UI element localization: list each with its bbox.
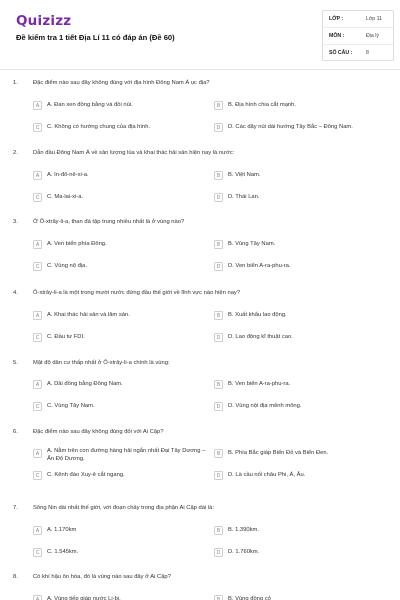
answer-option-c[interactable] (33, 471, 125, 480)
option-letter-box: A (33, 311, 42, 320)
header-divider (0, 69, 400, 70)
option-text: C. 1.545km. (47, 549, 79, 555)
option-text: C. Không có hướng chung của địa hình. (47, 124, 151, 130)
question-number: 4. (13, 290, 18, 296)
option-text: C. Đầu tư FDI. (47, 334, 85, 340)
question-text: Đặc điểm nào sau đây không đúng đối với Ai Cập? (33, 429, 164, 435)
option-letter-box: A (33, 380, 42, 389)
option-text: C. Vùng Tây Nam. (47, 403, 95, 409)
question-number: 3. (13, 219, 18, 225)
option-letter-box: A (33, 101, 42, 110)
question-7 (0, 505, 400, 567)
answer-option-a[interactable] (33, 595, 121, 600)
option-text: C. Vùng nộ địa. (47, 263, 87, 269)
option-text: A. Đan xen đồng bằng và đồi núi. (47, 102, 133, 108)
option-text: D. Lao động kĩ thuật cao. (228, 334, 293, 340)
answer-option-d[interactable] (214, 262, 291, 271)
option-letter-box: D (214, 548, 223, 557)
option-letter-box: C (33, 123, 42, 132)
answer-option-b[interactable] (214, 171, 260, 180)
option-text: A. Dải đồng bằng Đông Nam. (47, 381, 123, 387)
answer-option-b[interactable] (214, 311, 287, 320)
answer-option-c[interactable] (33, 333, 85, 342)
option-text: B. 1.390km. (228, 527, 259, 533)
option-letter-box: B (214, 526, 223, 535)
question-text: Đặc điểm nào sau đây không đúng với địa hình Đông Nam Á ục địa? (33, 80, 210, 86)
option-text: B. Vùng đồng cỏ (228, 596, 271, 600)
answer-option-d[interactable] (214, 548, 259, 557)
question-3 (0, 219, 400, 281)
worksheet-title: Đề kiểm tra 1 tiết Địa Lí 11 có đáp án (Đề 60) (16, 33, 175, 42)
option-text: B. Địa hình chia cắt mạnh. (228, 102, 296, 108)
option-letter-box: B (214, 311, 223, 320)
option-letter-box: B (214, 380, 223, 389)
question-number: 5. (13, 360, 18, 366)
answer-option-b[interactable] (214, 526, 259, 535)
info-label: SỐ CÂU : (329, 50, 353, 56)
option-letter-box: B (214, 240, 223, 249)
answer-option-a[interactable] (33, 526, 76, 535)
option-text: C. Ma-lai-xi-a. (47, 194, 84, 200)
answer-option-c[interactable] (33, 262, 87, 271)
info-value: Lớp 11 (366, 16, 382, 22)
answer-option-b[interactable] (214, 595, 271, 600)
option-text: A. Nằm trên con đường hàng hải ngắn nhất Đại Tây Dương – Ấn Độ Dương. (47, 448, 206, 462)
info-row-subject (323, 28, 393, 45)
question-1 (0, 80, 400, 142)
option-letter-box: B (214, 595, 223, 600)
question-2 (0, 150, 400, 212)
option-text: D. 1.760km. (228, 549, 260, 555)
answer-option-d[interactable] (214, 402, 301, 411)
option-letter-box: C (33, 333, 42, 342)
info-row-class (323, 11, 393, 28)
option-text: D. Thái Lan. (228, 194, 260, 200)
question-text: Dẫn đầu Đông Nam Á về sản lượng lúa và khai thác hải sản hiện nay là nước: (33, 150, 235, 156)
option-letter-box: B (214, 171, 223, 180)
option-text: B. Vùng Tây Nam. (228, 241, 276, 247)
option-text: C. Kênh đào Xuy-ê cắt ngang. (47, 472, 125, 478)
question-5 (0, 360, 400, 422)
answer-option-a[interactable] (33, 449, 207, 463)
answer-option-d[interactable] (214, 333, 293, 342)
option-letter-box: A (33, 449, 42, 458)
question-text: Sông Nin dài nhất thế giới, với đoạn chảy trong địa phận Ai Cập dài là: (33, 505, 214, 511)
answer-option-c[interactable] (33, 193, 83, 202)
option-letter-box: B (214, 449, 223, 458)
option-letter-box: D (214, 333, 223, 342)
answer-option-a[interactable] (33, 171, 89, 180)
option-letter-box: C (33, 262, 42, 271)
option-text: B. Việt Nam. (228, 172, 261, 178)
option-letter-box: A (33, 595, 42, 600)
question-number: 6. (13, 429, 18, 435)
option-letter-box: A (33, 526, 42, 535)
question-4 (0, 290, 400, 352)
answer-option-d[interactable] (214, 471, 305, 480)
answer-option-b[interactable] (214, 240, 275, 249)
option-text: A. In-đô-nê-xi-a. (47, 172, 89, 178)
info-value: 8 (366, 50, 369, 56)
answer-option-b[interactable] (214, 449, 328, 458)
answer-option-b[interactable] (214, 101, 296, 110)
info-label: MÔN : (329, 33, 345, 39)
info-value: Địa lý (366, 33, 379, 39)
option-text: B. Phía Bắc giáp Biển Đỏ và Biển Đen. (228, 450, 329, 456)
option-letter-box: A (33, 171, 42, 180)
answer-option-a[interactable] (33, 380, 123, 389)
option-letter-box: C (33, 402, 42, 411)
answer-option-d[interactable] (214, 193, 259, 202)
option-letter-box: C (33, 548, 42, 557)
answer-option-c[interactable] (33, 123, 150, 132)
option-text: B. Xuất khẩu lao động. (228, 312, 287, 318)
option-text: D. Ven biển A-ra-phu-ra. (228, 263, 291, 269)
option-letter-box: C (33, 471, 42, 480)
question-text: Có khí hậu ôn hòa, đó là vùng nào sau đây ở Ai Cập? (33, 574, 171, 580)
question-number: 1. (13, 80, 18, 86)
worksheet-header (0, 0, 400, 70)
option-text: D. Vùng nội địa mênh mông. (228, 403, 302, 409)
answer-option-a[interactable] (33, 311, 130, 320)
answer-option-a[interactable] (33, 101, 133, 110)
question-text: Mật độ dân cư thấp nhất ở Ô-xtrây-li-a chính là vùng: (33, 360, 170, 366)
option-letter-box: B (214, 101, 223, 110)
answer-option-d[interactable] (214, 123, 353, 132)
option-letter-box: D (214, 123, 223, 132)
option-text: B. Ven biển A-ra-phu-ra. (228, 381, 291, 387)
answer-option-c[interactable] (33, 548, 78, 557)
answer-option-b[interactable] (214, 380, 290, 389)
quizizz-logo[interactable]: Quizizz (16, 13, 72, 29)
option-letter-box: A (33, 240, 42, 249)
option-letter-box: C (33, 193, 42, 202)
option-text: A. Ven biển phía Đông. (47, 241, 107, 247)
option-text: A. Vùng tiếp giáp nước Li-bi. (47, 596, 121, 600)
option-text: D. Là cầu nối châu Phi, Á, Âu. (228, 472, 306, 478)
question-number: 2. (13, 150, 18, 156)
question-number: 8. (13, 574, 18, 580)
option-letter-box: D (214, 471, 223, 480)
question-8 (0, 574, 400, 600)
info-box (322, 10, 394, 61)
option-text: D. Các dãy núi dài hướng Tây Bắc – Đông Nam. (228, 124, 353, 130)
answer-option-c[interactable] (33, 402, 95, 411)
option-letter-box: D (214, 193, 223, 202)
option-text: A. 1.170km (47, 527, 77, 533)
question-6 (0, 429, 400, 491)
option-text: A. Khai thác hải sản và lâm sản. (47, 312, 130, 318)
option-letter-box: D (214, 262, 223, 271)
answer-option-a[interactable] (33, 240, 107, 249)
option-letter-box: D (214, 402, 223, 411)
question-text: Ô-xtrây-li-a là một trong mười nước đứng đầu thế giới về lĩnh vực nào hiện nay? (33, 290, 241, 296)
info-row-count (323, 45, 393, 61)
question-text: Ở Ô-xtrây-li-a, than đá tập trung nhiều nhất là ở vùng nào? (33, 219, 185, 225)
info-label: LỚP : (329, 16, 344, 22)
question-number: 7. (13, 505, 18, 511)
